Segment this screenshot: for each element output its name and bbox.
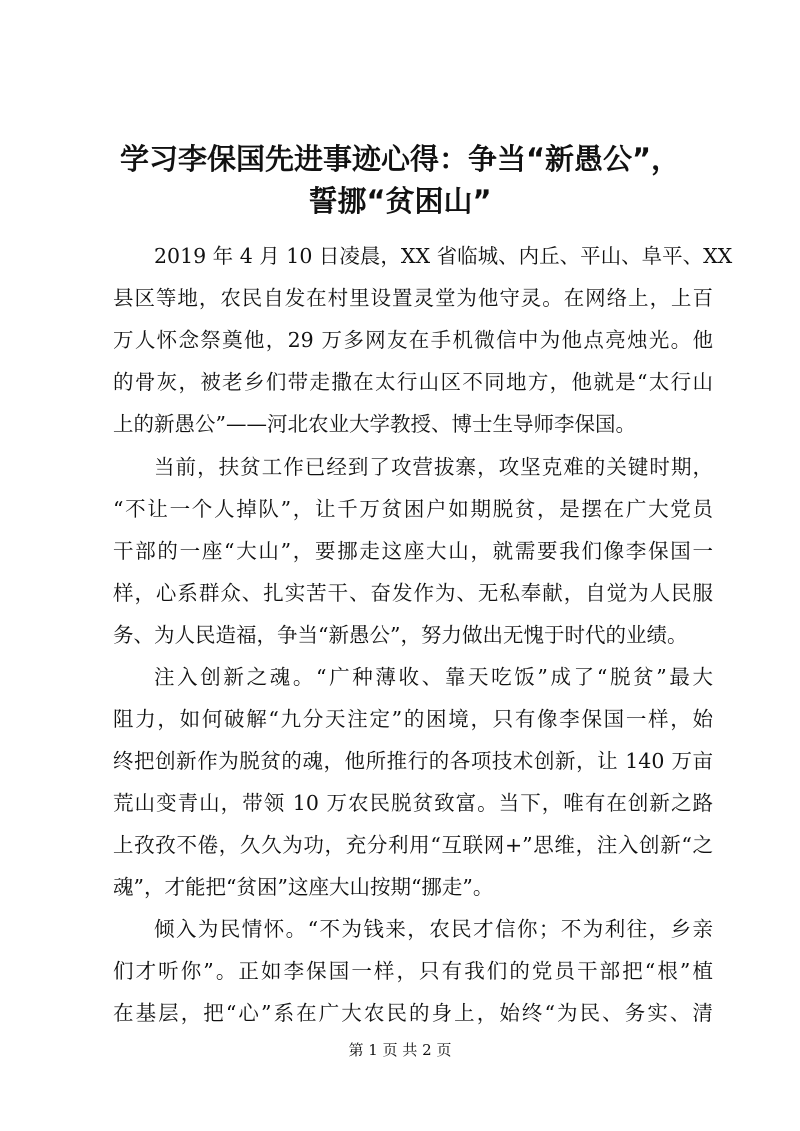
paragraph-4-line-1: 倾入为民情怀。“不为钱来，农民才信你；不为利往，乡亲	[154, 917, 713, 941]
paragraph-1-line-3: 万人怀念祭奠他，29 万多网友在手机微信中为他点亮烛光。他	[113, 328, 713, 352]
paragraph-1-line-2: 县区等地，农民自发在村里设置灵堂为他守灵。在网络上，上百	[113, 286, 713, 310]
paragraph-3-line-2: 阻力，如何破解“九分天注定”的困境，只有像李保国一样，始	[113, 707, 713, 731]
paragraph-4-line-2: 们才听你”。正如李保国一样，只有我们的党员干部把“根”植	[113, 959, 713, 983]
paragraph-3-line-5: 上孜孜不倦，久久为功，充分利用“互联网+”思维，注入创新“之	[113, 833, 713, 857]
document-title-line-1: 学习李保国先进事迹心得：争当“新愚公”，	[119, 142, 681, 176]
paragraph-2-line-5: 务、为人民造福，争当“新愚公”，努力做出无愧于时代的业绩。	[113, 623, 688, 647]
paragraph-3-line-3: 终把创新作为脱贫的魂，他所推行的各项技术创新，让 140 万亩	[113, 749, 713, 773]
paragraph-3-line-6: 魂”，才能把“贫困”这座大山按期“挪走”。	[113, 875, 494, 899]
paragraph-3-line-4: 荒山变青山，带领 10 万农民脱贫致富。当下，唯有在创新之路	[113, 791, 713, 815]
paragraph-1-line-4: 的骨灰，被老乡们带走撒在太行山区不同地方，他就是“太行山	[113, 370, 713, 394]
paragraph-1-line-5: 上的新愚公”——河北农业大学教授、博士生导师李保国。	[113, 412, 636, 436]
paragraph-2-line-2: “不让一个人掉队”，让千万贫困户如期脱贫，是摆在广大党员	[113, 497, 713, 521]
paragraph-2-line-4: 样，心系群众、扎实苦干、奋发作为、无私奉献，自觉为人民服	[113, 581, 713, 605]
paragraph-3-line-1: 注入创新之魂。“广种薄收、靠天吃饭”成了“脱贫”最大	[154, 665, 713, 689]
paragraph-2-line-3: 干部的一座“大山”，要挪走这座大山，就需要我们像李保国一	[113, 539, 713, 563]
document-title-line-2: 誓挪“贫困山”	[308, 184, 492, 218]
paragraph-2-line-1: 当前，扶贫工作已经到了攻营拔寨，攻坚克难的关键时期，	[154, 455, 713, 479]
page-number-footer: 第 1 页 共 2 页	[348, 1041, 452, 1059]
paragraph-4-line-3: 在基层，把“心”系在广大农民的身上，始终“为民、务实、清	[113, 1001, 713, 1025]
paragraph-1-line-1: 2019 年 4 月 10 日凌晨，XX 省临城、内丘、平山、阜平、XX	[154, 244, 733, 268]
